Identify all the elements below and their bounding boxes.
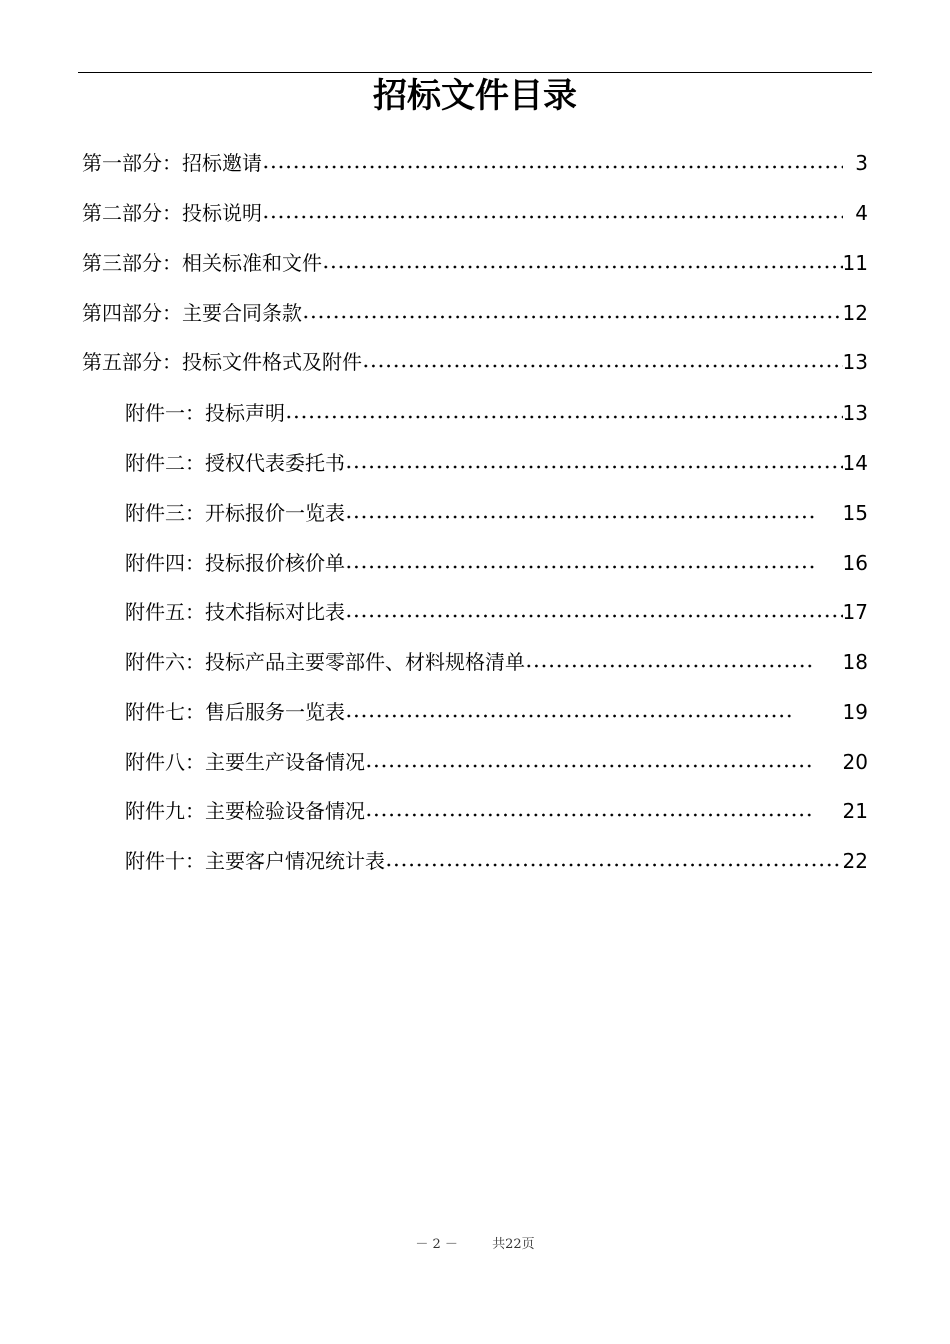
page-footer <box>0 1233 950 1252</box>
dot-leader <box>262 165 843 169</box>
toc-entry-label: 附件九：主要检验设备情况 <box>125 799 365 823</box>
footer-total-pages: 共22页 <box>492 1237 535 1252</box>
dot-leader <box>345 614 843 618</box>
toc-entry-page-number: 19 <box>842 700 868 724</box>
dot-leader <box>262 215 843 219</box>
toc-entry-label: 附件六：投标产品主要零部件、材料规格清单 <box>125 650 525 674</box>
toc-entry-label: 附件八：主要生产设备情况 <box>125 750 365 774</box>
toc-entry-label: 附件一：投标声明 <box>125 401 285 425</box>
toc-entry-page-number: 12 <box>842 301 868 325</box>
toc-entry-page-number: 21 <box>842 799 868 823</box>
dot-leader <box>285 415 843 419</box>
toc-entry-part-3[interactable] <box>82 248 868 278</box>
dot-leader <box>362 364 843 368</box>
toc-entry-label: 第五部分：投标文件格式及附件 <box>82 350 362 374</box>
dot-leader <box>365 764 815 768</box>
toc-entry-attachment-4[interactable] <box>125 548 868 578</box>
toc-entry-attachment-5[interactable] <box>125 597 868 627</box>
toc-entry-page-number: 18 <box>842 650 868 674</box>
toc-entry-page-number: 20 <box>842 750 868 774</box>
page-title: 招标文件目录 <box>373 76 577 116</box>
dot-leader <box>345 565 815 569</box>
toc-entry-label: 附件二：授权代表委托书 <box>125 451 345 475</box>
toc-entry-part-4[interactable] <box>82 298 868 328</box>
toc-entry-label: 第三部分：相关标准和文件 <box>82 251 322 275</box>
toc-entry-label: 第一部分：招标邀请 <box>82 151 262 175</box>
toc-entry-attachment-6[interactable] <box>125 647 868 677</box>
toc-entry-part-5[interactable] <box>82 347 868 377</box>
footer-page-number: － 2 － <box>415 1237 458 1252</box>
toc-entry-label: 第二部分：投标说明 <box>82 201 262 225</box>
dot-leader <box>345 465 843 469</box>
toc-entry-label: 附件七：售后服务一览表 <box>125 700 345 724</box>
toc-entry-attachment-2[interactable] <box>125 448 868 478</box>
toc-entry-attachment-3[interactable] <box>125 498 868 528</box>
toc-entry-label: 第四部分：主要合同条款 <box>82 301 302 325</box>
toc-entry-page-number: 3 <box>855 151 868 175</box>
toc-entry-label: 附件五：技术指标对比表 <box>125 600 345 624</box>
toc-entry-attachment-1[interactable] <box>125 398 868 428</box>
toc-entry-attachment-9[interactable] <box>125 796 868 826</box>
toc-entry-page-number: 13 <box>842 401 868 425</box>
toc-entry-attachment-8[interactable] <box>125 747 868 777</box>
toc-entry-label: 附件四：投标报价核价单 <box>125 551 345 575</box>
toc-entry-page-number: 4 <box>855 201 868 225</box>
toc-entry-page-number: 11 <box>842 251 868 275</box>
toc-entry-label: 附件十：主要客户情况统计表 <box>125 849 385 873</box>
dot-leader <box>345 515 815 519</box>
toc-entry-part-1[interactable] <box>82 148 868 178</box>
toc-entry-page-number: 22 <box>842 849 868 873</box>
toc-entry-label: 附件三：开标报价一览表 <box>125 501 345 525</box>
dot-leader <box>345 714 793 718</box>
toc-entry-page-number: 13 <box>842 350 868 374</box>
toc-entry-page-number: 17 <box>842 600 868 624</box>
toc-entry-page-number: 16 <box>842 551 868 575</box>
toc-entry-page-number: 14 <box>842 451 868 475</box>
toc-entry-page-number: 15 <box>842 501 868 525</box>
toc-entry-attachment-10[interactable] <box>125 846 868 876</box>
toc-entry-part-2[interactable] <box>82 198 868 228</box>
toc-entry-attachment-7[interactable] <box>125 697 868 727</box>
dot-leader <box>322 265 843 269</box>
dot-leader <box>525 664 815 668</box>
dot-leader <box>365 813 815 817</box>
dot-leader <box>302 315 843 319</box>
dot-leader <box>385 863 843 867</box>
